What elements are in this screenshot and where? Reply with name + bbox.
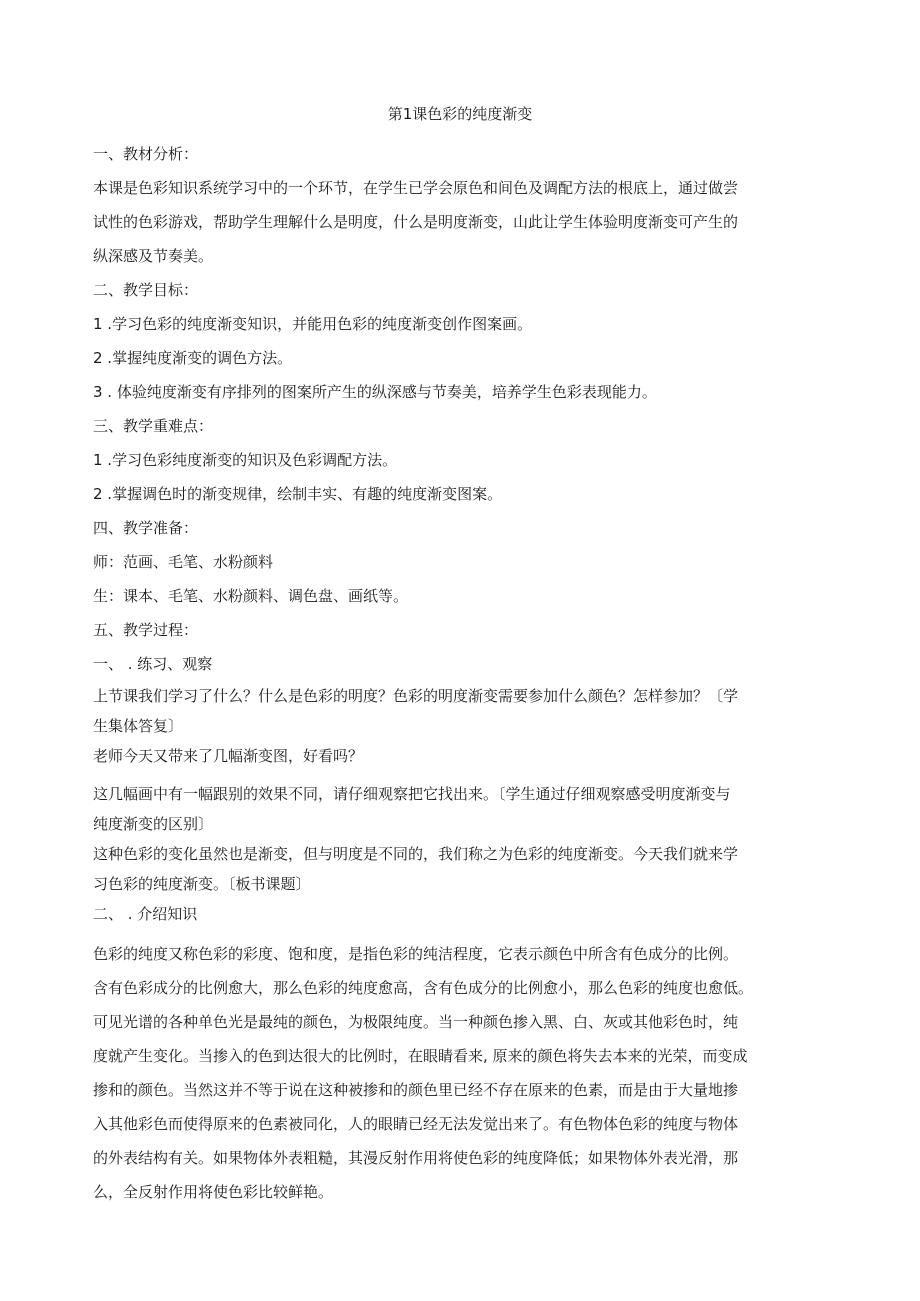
section-heading-goals xyxy=(93,273,828,307)
paragraph-line: 一、 . 练习、观察 xyxy=(93,655,213,673)
paragraph-introduce-topic xyxy=(93,839,828,899)
paragraph-line: 四、教学准备： xyxy=(93,519,199,537)
paragraph-line: 度就产生变化。当掺入的色到达很大的比例时，在眼睛看来, 原来的颜色将失去本来的光荣，而变成 xyxy=(93,1047,748,1065)
list-item-goal-3 xyxy=(93,375,828,409)
paragraph-line: 掺和的颜色。当然这并不等于说在这种被掺和的颜色里已经不存在原来的色素，而是由于大量地掺 xyxy=(93,1081,739,1099)
prep-teacher xyxy=(93,545,828,579)
sub-heading-knowledge xyxy=(93,899,828,929)
paragraph-line: 师：范画、毛笔、水粉颜料 xyxy=(93,553,274,571)
sub-heading-practice xyxy=(93,647,828,681)
paragraph-line: 这几幅画中有一幅跟别的效果不同，请仔细观察把它找出来。〔学生通过仔细观察感受明度渐变与 xyxy=(93,785,731,803)
paragraph-review-question xyxy=(93,681,828,741)
section-heading-process xyxy=(93,613,828,647)
paragraph-line: 习色彩的纯度渐变。〔板书课题〕 xyxy=(93,875,311,893)
section-heading-analysis xyxy=(93,137,828,171)
paragraph-line: 色彩的纯度又称色彩的彩度、饱和度，是指色彩的纯洁程度，它表示颜色中所含有色成分的比例。 xyxy=(93,945,739,963)
paragraph-line: 纵深感及节奏美。 xyxy=(93,247,214,265)
paragraph-line: 试性的色彩游戏，帮助学生理解什么是明度，什么是明度渐变，山此让学生体验明度渐变可产生的 xyxy=(93,213,739,231)
paragraph-line: 三、教学重难点： xyxy=(93,417,214,435)
list-item-goal-2 xyxy=(93,341,828,375)
paragraph-line: 纯度渐变的区别〕 xyxy=(93,815,214,833)
paragraph-line: 么，全反射作用将使色彩比较鲜艳。 xyxy=(93,1183,334,1201)
paragraph-line: 入其他彩色而使得原来的色素被同化，人的眼睛已经无法发觉出来了。有色物体色彩的纯度与物体 xyxy=(93,1115,739,1133)
paragraph-line: 2 .掌握纯度渐变的调色方法。 xyxy=(93,349,293,367)
paragraph-line: 3 . 体验纯度渐变有序排列的图案所产生的纵深感与节奏美，培养学生色彩表现能力。 xyxy=(93,383,657,401)
paragraph-observe xyxy=(93,779,828,839)
paragraph-line: 二、教学目标： xyxy=(93,281,199,299)
paragraph-line: 2 .掌握调色时的渐变规律，绘制丰实、有趣的纯度渐变图案。 xyxy=(93,485,503,503)
paragraph-line: 五、教学过程： xyxy=(93,621,199,639)
prep-student xyxy=(93,579,828,613)
paragraph-line: 本课是色彩知识系统学习中的一个环节，在学生已学会原色和间色及调配方法的根底上，通过做尝 xyxy=(93,179,739,197)
paragraph-line: 可见光谱的各种单色光是最纯的颜色，为极限纯度。当一种颜色掺入黑、白、灰或其他彩色时，纯 xyxy=(93,1013,739,1031)
paragraph-line: 这种色彩的变化虽然也是渐变，但与明度是不同的，我们称之为色彩的纯度渐变。今天我们就来学 xyxy=(93,845,739,863)
paragraph-line: 1 .学习色彩纯度渐变的知识及色彩调配方法。 xyxy=(93,451,398,469)
paragraph-line: 1 .学习色彩的纯度渐变知识，并能用色彩的纯度渐变创作图案画。 xyxy=(93,315,533,333)
section-heading-key-points xyxy=(93,409,828,443)
section-heading-preparation xyxy=(93,511,828,545)
document-title: 第1课色彩的纯度渐变 xyxy=(387,105,533,123)
paragraph-line: 老师今天又带来了几幅渐变图，好看吗？ xyxy=(93,747,364,765)
paragraph-line: 生集体答复〕 xyxy=(93,717,184,735)
paragraph-line: 生：课本、毛笔、水粉颜料、调色盘、画纸等。 xyxy=(93,587,409,605)
paragraph-line: 含有色彩成分的比例愈大，那么色彩的纯度愈高，含有色成分的比例愈小，那么色彩的纯度也愈低。 xyxy=(93,979,754,997)
paragraph-show-images xyxy=(93,741,828,771)
paragraph-line: 上节课我们学习了什么？什么是色彩的明度？色彩的明度渐变需要参加什么颜色？怎样参加？〔学 xyxy=(93,687,739,705)
document-body xyxy=(93,137,828,1209)
list-item-key-1 xyxy=(93,443,828,477)
paragraph-intro xyxy=(93,171,828,273)
paragraph-line: 的外表结构有关。如果物体外表粗糙，其漫反射作用将使色彩的纯度降低；如果物体外表光滑，那 xyxy=(93,1149,739,1167)
list-item-key-2 xyxy=(93,477,828,511)
list-item-goal-1 xyxy=(93,307,828,341)
paragraph-purity-explanation xyxy=(93,937,828,1209)
paragraph-line: 一、教材分析： xyxy=(93,145,199,163)
paragraph-line: 二、 . 介绍知识 xyxy=(93,905,198,923)
